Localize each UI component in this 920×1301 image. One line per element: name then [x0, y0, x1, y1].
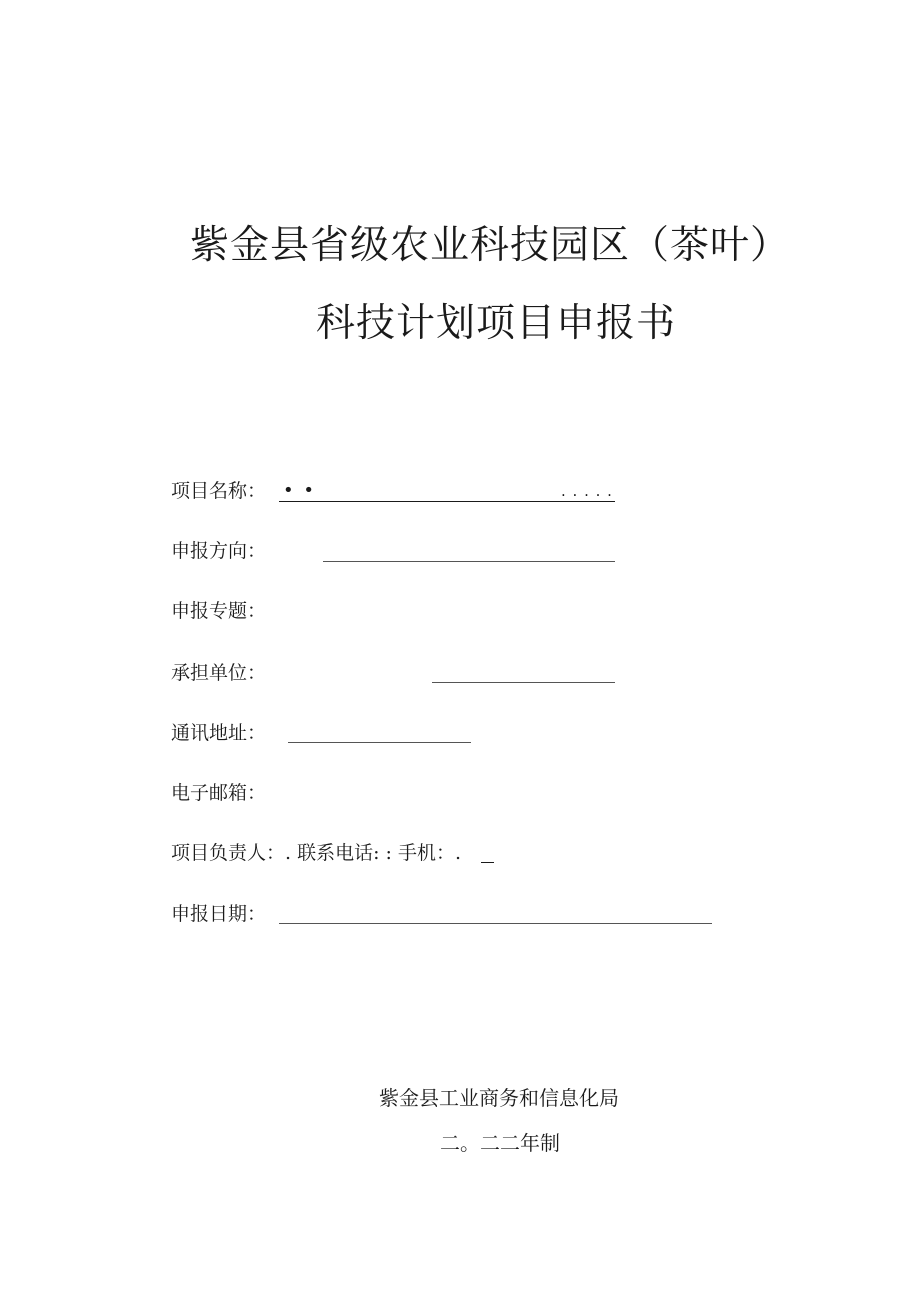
contact-underline — [481, 862, 494, 863]
issue-year: 二。二二年制 — [440, 1131, 560, 1155]
project-name-underline — [279, 501, 615, 502]
date-label: 申报日期： — [171, 903, 267, 925]
email-label: 电子邮箱： — [171, 782, 267, 804]
issuing-organization: 紫金县工业商务和信息化局 — [379, 1086, 619, 1110]
project-name-trail-marks: . . . . . — [561, 482, 613, 500]
address-underline — [288, 742, 471, 743]
date-underline — [279, 923, 712, 924]
document-title-line-2: 科技计划项目申报书 — [315, 301, 676, 346]
project-name-label: 项目名称： — [171, 480, 267, 502]
unit-label: 承担单位： — [171, 662, 267, 684]
topic-label: 申报专题： — [171, 600, 267, 622]
direction-label: 申报方向： — [171, 540, 267, 562]
address-label: 通讯地址： — [171, 722, 267, 744]
direction-underline — [323, 561, 615, 562]
unit-underline — [432, 682, 615, 683]
project-name-lead-marks: • • — [283, 480, 316, 501]
document-title-line-1: 紫金县省级农业科技园区（茶叶） — [189, 223, 790, 268]
contact-line: 项目负责人：. 联系电话: : 手机：. — [171, 842, 462, 864]
